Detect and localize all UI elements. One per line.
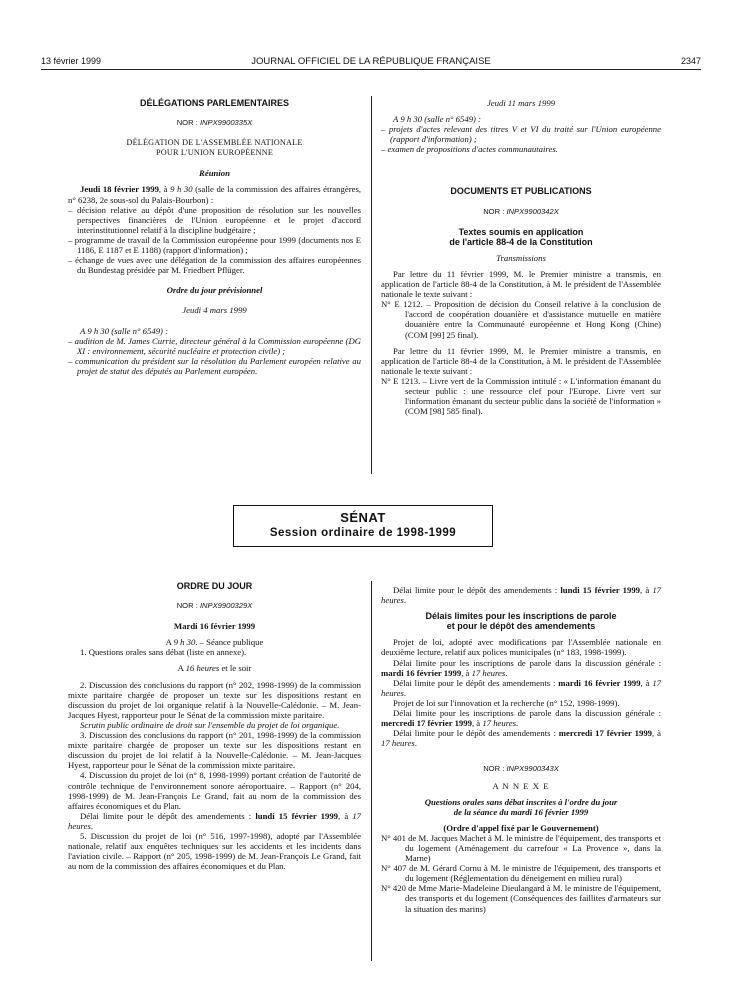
agenda-point-5: 5. Discussion du projet de loi (n° 516, 1997-1998), adopté par l'Assemblée nationale, relatif aux enquêtes techniques sur les accidents et les incidents dans l'aviation civile. – Rapport (n° 205, 1998-1999) de M. Jean-François Le Grand, fait au nom de la commission des affaires économiques et du Plan.	[68, 830, 361, 872]
deadline-date: mardi 16 février 1999	[558, 677, 641, 688]
nor-label: NOR :	[483, 206, 505, 216]
soir-suffix: et le soir	[219, 663, 252, 674]
deadline-time: 17 heures	[68, 810, 361, 831]
agenda-item: – programme de travail de la Commission européenne pour 1999 (documents nos E 1186, E 1187 et E 1188) (rapport d'information) ;	[68, 234, 361, 256]
agenda-point-3: 3. Discussion des conclusions du rapport (n° 201, 1998-1999) de la commission mixte paritaire chargée de proposer un texte sur les dispositions restant en discussion du projet de loi relatif à la Nouvelle-Calédonie. – M. Jean-Jacques Hyest, rapporteur pour le Sénat de la commission mixte paritaire.	[68, 730, 361, 771]
question-entry: N° 401 de M. Jacques Machet à M. le ministre de l'équipement, des transports et du logement (Aménagement du carrefour « La Provence », dans la Marne)	[381, 832, 661, 864]
deadline-connector: , à	[461, 667, 472, 678]
deadline-date: mercredi 17 février 1999	[558, 728, 653, 739]
transmissions-heading: Transmissions	[496, 252, 546, 263]
document-entry: N° E 1212. – Proposition de décision du Conseil relative à la conclusion de l'accord de coopération douanière et d'assistance mutuelle en matière douanière entre la Communauté européenne et Hong Kong (Chine) (COM [99] 25 final).	[381, 299, 661, 340]
textes-heading-line1: Textes soumis en application	[458, 226, 584, 237]
right-meeting-date: Jeudi 11 mars 1999	[486, 98, 556, 108]
ordre-date: Jeudi 4 mars 1999	[182, 305, 247, 316]
seance-time: 9 h 30	[173, 637, 196, 648]
transmission-paragraph: Par lettre du 11 février 1999, M. le Premier ministre a transmis, en application de l'article 88-4 de la Constitution, à M. le président de l'Assemblée nationale le texte suivant :	[381, 268, 661, 300]
nor-code: INPX9900335X	[199, 118, 253, 128]
agenda-point-4: 4. Discussion du projet de loi (n° 8, 1998-1999) portant création de l'autorité de contrôle technique de l'environnement sonore aéroportuaire. – Rapport (n° 204, 1998-1999) de M. Jean-François Le Grand, fait au nom de la commission des affaires économiques et du Plan.	[68, 770, 361, 811]
deadline-time: 17 heures	[381, 738, 415, 749]
deadline-date: mercredi 17 février 1999	[381, 718, 472, 729]
document-entry: N° E 1213. – Livre vert de la Commission intitulé : « L'information émanant du secteur public : une ressource clef pour l'Europe. Livre vert sur l'information émanant du secteur public dans la société de l'information » (COM [98] 585 final).	[381, 375, 661, 417]
speaking-deadline	[381, 658, 661, 678]
meeting-time: 9 h 30	[170, 184, 193, 195]
section-title-documents: DOCUMENTS ET PUBLICATIONS	[450, 186, 592, 197]
deadline-end: .	[90, 820, 94, 831]
deadline-label: Délai limite pour les inscriptions de parole dans la discussion générale :	[393, 657, 661, 668]
deadline-connector: , à	[640, 585, 653, 595]
annexe-heading: A N N E X E	[492, 780, 550, 791]
nor-label: NOR :	[176, 601, 198, 611]
amendment-deadline	[381, 728, 661, 748]
question-entry: N° 420 de Mme Marie-Madeleine Dieulangard à M. le ministre de l'équipement, des transports et du logement (Conséquences des faillites d'armateurs sur la situation des marins)	[381, 883, 661, 914]
ordre-item: – audition de M. James Currie, directeur général à la Commission européenne (DG XI : environnement, sécurité nucléaire et protection civile) ;	[68, 335, 361, 356]
delais-heading-line2: et pour le dépôt des amendements	[446, 621, 596, 632]
ordre-previsionnel-heading: Ordre du jour prévisionnel	[166, 285, 263, 296]
seance-publique-line	[68, 637, 361, 647]
deadline-time: 17 heures	[381, 585, 661, 606]
textes-heading-line2: de l'article 88-4 de la Constitution	[449, 236, 593, 247]
right-bottom-column	[381, 585, 661, 914]
deadline-label: Délai limite pour le dépôt des amendements :	[393, 585, 561, 595]
projet-loi-polices: Projet de loi, adopté avec modifications par l'Assemblée nationale en deuxième lecture, relatif aux polices municipales (n° 183, 1998-1999).	[381, 637, 661, 658]
nor-reference	[381, 764, 661, 774]
nor-reference	[381, 207, 661, 217]
ordre-time: A 9 h 30 (salle n° 6549) :	[80, 325, 169, 336]
projet-loi-innovation: Projet de loi sur l'innovation et la recherche (n° 152, 1998-1999).	[393, 697, 620, 708]
deadline-time: 17 heures	[482, 718, 517, 729]
speaking-deadline	[381, 708, 661, 728]
deadline-end: .	[403, 687, 407, 698]
agenda-item: – décision relative au dépôt d'une proposition de résolution sur les nouvelles perspectives financières de l'Union européenne et le projet d'accord interinstitutionnel relatif à la discipline budgétaire ;	[68, 204, 361, 235]
deadline-end: .	[516, 718, 519, 729]
nor-label: NOR :	[483, 764, 505, 774]
right-agenda-item: – examen de propositions d'actes communautaires.	[381, 144, 558, 155]
seance-prefix: A	[165, 637, 174, 648]
deadline-date: lundi 15 février 1999	[560, 585, 641, 595]
delegation-name-line1: DÉLÉGATION DE L'ASSEMBLÉE NATIONALE	[126, 138, 303, 148]
deadline-label: Délai limite pour le dépôt des amendements :	[80, 810, 256, 821]
deadline-connector: , à	[640, 677, 653, 688]
scrutin-note: Scrutin public ordinaire de droit sur l'ensemble du projet de loi organique.	[80, 719, 340, 730]
ordre-appel: (Ordre d'appel fixé par le Gouvernement)	[443, 822, 599, 833]
meeting-location: (salle de la commission des affaires étrangères, n° 6238, 2e sous-sol du Palais-Bourbon) :	[68, 184, 362, 205]
deadline-date: mardi 16 février 1999	[381, 667, 462, 678]
nor-reference	[68, 601, 361, 611]
questions-heading-line2: de la séance du mardi 16 février 1999	[453, 806, 589, 817]
header-page-number: 2347	[680, 56, 701, 66]
deadline-connector: , à	[471, 718, 483, 729]
reunion-heading: Réunion	[199, 168, 230, 179]
right-agenda-item: – projets d'actes relevant des titres V et VI du traité sur l'Union européenne (rapport d'information) ;	[381, 124, 661, 145]
header-rule	[41, 69, 701, 70]
amendment-deadline	[381, 678, 661, 698]
transmission-paragraph: Par lettre du 11 février 1999, M. le Premier ministre a transmis, en application de l'article 88-4 de la Constitution, à M. le président de l'Assemblée nationale le texte suivant :	[381, 345, 661, 376]
senat-title-box	[233, 505, 493, 547]
seance-suffix: . – Séance publique	[195, 637, 264, 648]
amendment-deadline	[68, 811, 361, 831]
deadline-date: lundi 15 février 1999	[255, 810, 339, 821]
left-bottom-column	[68, 581, 361, 871]
soir-line	[68, 663, 361, 673]
nor-label: NOR :	[176, 118, 198, 128]
column-divider-top	[371, 96, 372, 474]
section-title-delegations: DÉLÉGATIONS PARLEMENTAIRES	[139, 98, 289, 108]
nor-code: INPX9900329X	[199, 601, 253, 611]
amendment-deadline	[381, 585, 661, 605]
deadline-label: Délai limite pour le dépôt des amendements :	[393, 677, 559, 688]
nor-code: INPX9900343X	[506, 764, 559, 774]
questions-heading-line1: Questions orales sans débat inscrites à l'ordre du jour	[424, 796, 618, 807]
header-date: 13 février 1999	[41, 56, 102, 66]
soir-prefix: A	[177, 663, 186, 674]
delegation-name-line2: POUR L'UNION EUROPÉENNE	[155, 148, 274, 158]
agenda-point-1: 1. Questions orales sans débat (liste en annexe).	[80, 647, 247, 658]
deadline-connector: , à	[338, 810, 353, 821]
soir-time: 16 heures	[185, 663, 220, 674]
deadline-time: 17 heures	[471, 667, 506, 678]
deadline-end: .	[414, 738, 417, 749]
left-top-column	[68, 98, 361, 376]
deadline-connector: , à	[652, 728, 661, 739]
ordre-item: – communication du président sur la résolution du Parlement européen relative au projet de statut des députés au Parlement européen.	[68, 355, 361, 376]
meeting-connector: , à	[158, 184, 171, 195]
deadline-end: .	[505, 667, 508, 678]
senat-title: SÉNAT	[340, 510, 386, 525]
deadline-label: Délai limite pour le dépôt des amendements :	[393, 728, 559, 739]
seance-date: Mardi 16 février 1999	[173, 621, 256, 632]
agenda-item: – échange de vues avec une délégation de la commission des affaires européennes du Bundestag présidée par M. Friedbert Pflüger.	[68, 255, 361, 276]
meeting-paragraph	[68, 184, 361, 204]
agenda-point-2: 2. Discussion des conclusions du rapport (n° 202, 1998-1999) de la commission mixte paritaire chargée de proposer un texte sur les dispositions restant en discussion du projet de loi organique relatif à la Nouvelle-Calédonie. – M. Jean-Jacques Hyest, rapporteur pour le Sénat de la commission mixte paritaire.	[68, 679, 361, 720]
column-divider-bottom	[371, 581, 372, 961]
meeting-date: Jeudi 18 février 1999	[80, 184, 159, 195]
page-header	[41, 56, 701, 70]
header-title: JOURNAL OFFICIEL DE LA RÉPUBLIQUE FRANÇAISE	[251, 56, 491, 67]
delais-heading-line1: Délais limites pour les inscriptions de parole	[425, 611, 617, 622]
right-meeting-time: A 9 h 30 (salle n° 6549) :	[393, 114, 482, 125]
right-top-column	[381, 98, 661, 416]
deadline-label: Délai limite pour les inscriptions de parole dans la discussion générale :	[393, 708, 661, 719]
deadline-end: .	[403, 595, 407, 606]
question-entry: N° 407 de M. Gérard Cornu à M. le ministre de l'équipement, des transports et du logement (Réglementation du déneigement en milieu rural)	[381, 863, 661, 884]
senat-session: Session ordinaire de 1998-1999	[269, 527, 457, 539]
nor-reference	[68, 118, 361, 128]
nor-code: INPX9900342X	[506, 206, 559, 216]
section-title-ordre-du-jour: ORDRE DU JOUR	[176, 581, 253, 591]
deadline-time: 17 heures	[381, 677, 661, 698]
